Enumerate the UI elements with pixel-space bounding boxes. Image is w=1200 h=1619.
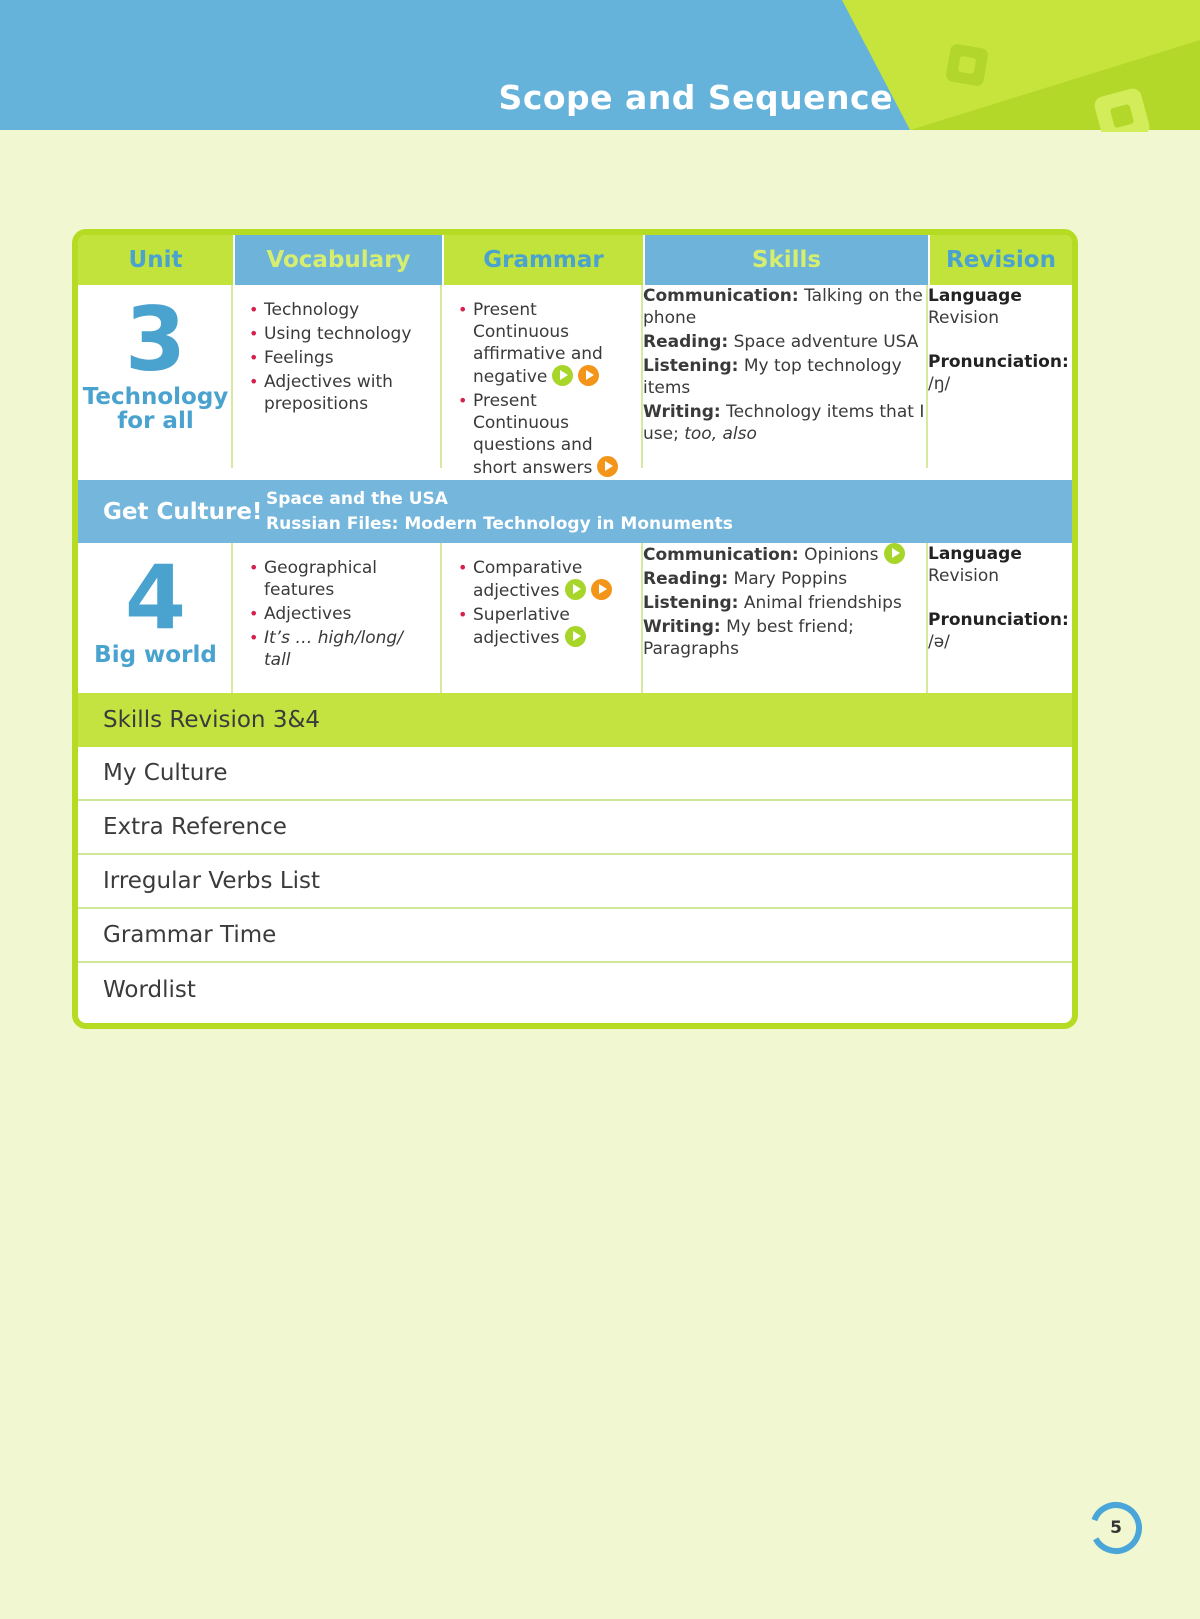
header-grammar: Grammar [442, 235, 643, 285]
play-icon[interactable] [552, 365, 573, 386]
skill-line [643, 616, 926, 660]
skill-text: Space adventure USA [733, 332, 919, 352]
list-item [473, 604, 631, 649]
get-culture-row [78, 480, 1072, 543]
skill-line [643, 285, 926, 329]
list-item [473, 299, 631, 388]
section-my-culture[interactable]: My Culture [78, 747, 1072, 801]
header-skills: Skills [643, 235, 928, 285]
grammar-text: Comparative adjectives [473, 558, 583, 601]
header-vocabulary: Vocabulary [233, 235, 442, 285]
unit-4-title: Big world [94, 642, 217, 668]
unit-3-skills [643, 285, 928, 468]
page-number-badge [1088, 1500, 1144, 1556]
list-item: • Technology [264, 299, 430, 321]
skill-label: Reading: [643, 569, 729, 589]
unit-3-revision [928, 285, 1072, 468]
unit-4-revision [928, 543, 1072, 693]
skill-line [643, 331, 926, 353]
skill-text: My best friend; Paragraphs [643, 617, 854, 659]
unit-3-title-line2: for all [117, 408, 194, 434]
revision-text: Revision [928, 566, 1000, 586]
get-culture-label: Get Culture! [103, 498, 263, 525]
table-header-row [78, 235, 1072, 285]
play-icon[interactable] [565, 579, 586, 600]
unit-4-grammar [442, 543, 643, 693]
skill-label: Writing: [643, 617, 721, 637]
scope-table [72, 229, 1078, 1029]
skill-label: Listening: [643, 593, 739, 613]
page-title: Scope and Sequence [498, 78, 893, 117]
list-item [473, 557, 631, 602]
get-culture-lessons [266, 480, 733, 543]
unit-4-number: 4 [124, 546, 187, 649]
page-header [0, 0, 1200, 132]
unit-3-cell [78, 285, 233, 468]
play-icon[interactable] [578, 365, 599, 386]
unit-3-grammar [442, 285, 643, 478]
skill-label: Listening: [643, 356, 739, 376]
revision-label: Language [928, 286, 1022, 306]
skill-line [643, 568, 926, 590]
grammar-text: Present Continuous affirmative and negative [473, 300, 603, 387]
section-grammar-time[interactable]: Grammar Time [78, 909, 1072, 963]
header-revision: Revision [928, 235, 1072, 285]
list-item: • Adjectives with prepositions [264, 371, 430, 415]
pronunciation-label: Pronunciation: [928, 610, 1069, 630]
list-item: • Using technology [264, 323, 430, 345]
play-icon[interactable] [597, 456, 618, 477]
skill-label: Writing: [643, 402, 721, 422]
list-item: • Feelings [264, 347, 430, 369]
unit-3-vocabulary [233, 285, 442, 468]
skill-line [643, 592, 926, 614]
unit-3-title-line1: Technology [82, 384, 229, 410]
skill-line [643, 401, 926, 445]
page-number: 5 [1110, 1518, 1122, 1538]
list-item [473, 390, 631, 479]
revision-text: Revision [928, 308, 1000, 328]
skill-text: Mary Poppins [733, 569, 848, 589]
skill-line [643, 543, 926, 566]
unit-4-vocabulary [233, 543, 442, 693]
section-extra-reference[interactable]: Extra Reference [78, 801, 1072, 855]
play-icon[interactable] [565, 626, 586, 647]
play-icon[interactable] [884, 543, 905, 564]
unit-3-number: 3 [124, 288, 187, 391]
play-icon[interactable] [591, 579, 612, 600]
skill-text: Technology items that I use; [643, 402, 925, 444]
skill-text-italic: too, also [684, 424, 757, 444]
skill-label: Reading: [643, 332, 729, 352]
section-irregular-verbs[interactable]: Irregular Verbs List [78, 855, 1072, 909]
grammar-text: Present Continuous questions and short answers [473, 391, 593, 478]
section-skills-revision[interactable]: Skills Revision 3&4 [78, 693, 1072, 747]
unit-3-row [78, 285, 1072, 478]
revision-label: Language [928, 544, 1022, 564]
section-wordlist[interactable]: Wordlist [103, 977, 196, 1003]
pronunciation-symbol: /ə/ [928, 632, 950, 652]
skill-text: My top technology items [643, 356, 902, 398]
skill-text: Talking on the phone [643, 286, 923, 328]
pronunciation-symbol: /ŋ/ [928, 374, 951, 394]
skill-line [643, 355, 926, 399]
unit-4-skills [643, 543, 928, 693]
pronunciation-label: Pronunciation: [928, 352, 1069, 372]
get-culture-line: Russian Files: Modern Technology in Monuments [266, 514, 733, 534]
grammar-text: Superlative adjectives [473, 605, 570, 648]
unit-4-cell [78, 543, 233, 693]
skill-label: Communication: [643, 545, 799, 565]
header-unit: Unit [78, 235, 233, 285]
get-culture-line: Space and the USA [266, 489, 448, 509]
list-item: • It’s … high/long/ tall [264, 627, 430, 671]
list-item: • Adjectives [264, 603, 430, 625]
skill-text: Animal friendships [743, 593, 902, 613]
unit-4-row [78, 543, 1072, 693]
skill-text: Opinions [804, 545, 879, 565]
list-item: • Geographical features [264, 557, 430, 601]
skill-label: Communication: [643, 286, 799, 306]
